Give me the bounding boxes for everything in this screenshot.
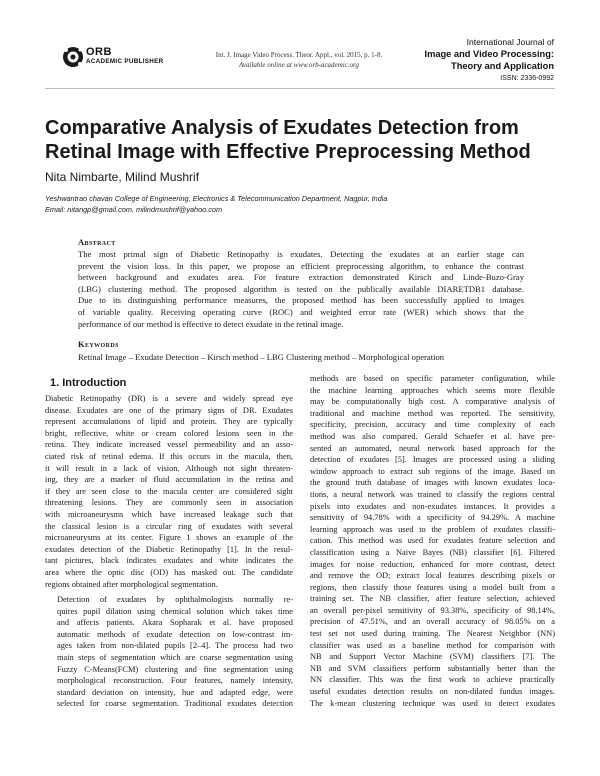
abstract-line: of variable quality. Receiving operating curve (ROC) and weighted error rate (WER) which shows that the [78, 306, 524, 317]
text-line: with microaneurysms which have increased leakage such that [45, 509, 293, 519]
text-line: threatening lesions. They are commonly seen in association [45, 498, 293, 508]
left-column [45, 393, 293, 710]
journal-line-3: Theory and Application [451, 61, 554, 71]
text-line: and affects patients. Akara Sopharak et al. have proposed [57, 618, 293, 628]
text-line: test set not used during training. The Nearest Neighbor (NN) [310, 629, 555, 639]
text-line: tant pictures, black indicates exudates and white indicates the [45, 556, 293, 566]
text-line: tions, a neural network was trained to classify the regions central [310, 489, 555, 499]
text-line: the machine learning approaches which seems more flexible [310, 385, 555, 395]
text-line: The k-mean clustering technique was used to detect exudates [310, 698, 555, 708]
text-line: disease. Exudates are one of the primary signs of DR. Exudates [45, 405, 293, 415]
keywords-section [78, 339, 524, 364]
affiliation: Yeshwantrao chavan College of Engineering, Electronics & Telecommunication Department, Nagpur, India [45, 194, 388, 203]
text-line: NN classifier. This was the first work to achieve practically [310, 675, 555, 685]
text-line: Detection of exudates by ophthalmologists normally re- [57, 595, 293, 605]
logo-subtext: ACADEMIC PUBLISHER [86, 58, 164, 65]
abstract-heading: Abstract [78, 237, 116, 247]
text-line: it will result in a lack of vision. Although not sight threaten- [45, 463, 293, 473]
text-line: ciated risk of retinal edema. If this occurs in the macula, then, [45, 451, 293, 461]
text-line: represent accumulations of lipid and protein. They are typically [45, 417, 293, 427]
authors: Nita Nimbarte, Milind Mushrif [45, 170, 200, 184]
text-line: microaneurysms at its center. Figure 1 shows an example of the [45, 533, 293, 543]
text-line: NB and SVM classifiers perform substantially better than the [310, 663, 555, 673]
text-line: methods are based on specific parameter configuration, while [310, 374, 555, 383]
text-line: regions, then classify those features using a model built from a [310, 582, 555, 592]
title-line-1: Comparative Analysis of Exudates Detection from [45, 117, 519, 139]
text-line: standard deviation on intensity, hue and adapted edge, were [57, 687, 293, 697]
logo-text: ORB [86, 46, 112, 58]
text-line: and remove the OD; extract local features describing pixels or [310, 571, 555, 581]
intro-paragraph-continued [310, 373, 555, 709]
text-line: classifier was used as a baseline method for comparison with [310, 640, 555, 650]
text-line: training set. The NB classifier, after feature selection, achieved [310, 594, 555, 604]
journal-line-2: Image and Video Processing: [424, 49, 554, 59]
abstract-section [78, 237, 524, 330]
issn: ISSN: 2336-0992 [500, 75, 554, 82]
email-line: Email: nitangp@gmail.com, milindmushrif@yahoo.com [45, 205, 223, 214]
text-line: detection of exudates [5]. Images are processed using a sliding [310, 455, 555, 465]
text-line: method was also compared. Gerald Schaefer et al. have pre- [310, 431, 555, 441]
text-line: Diabetic Retinopathy (DR) is a severe and widely spread eye [45, 394, 293, 403]
section-heading-introduction: 1. Introduction [50, 377, 127, 389]
text-line: ages taken from non-dilated pupils [2–4]. The process had two [57, 641, 293, 651]
header-divider [45, 88, 555, 89]
title-line-2: Retinal Image with Effective Preprocessing Method [45, 141, 531, 163]
abstract-line: performance of our method is effective to detect exudate in the retinal image. [78, 318, 344, 329]
text-line: the classical lesion is a circular ring of exudates with several [45, 521, 293, 531]
text-line: useful exudates detection results on non-dilated fundus images. [310, 687, 555, 697]
text-line: morphological reconstruction. Four features, namely intensity, [57, 676, 293, 686]
abstract-line: Due to its distinguishing performance measures, the proposed method has been successfully applied to images [78, 295, 524, 306]
text-line: if they are seen close to the macula center are considered sight [45, 486, 293, 496]
text-line: area where the optic disc (OD) has masked out. The candidate [45, 567, 293, 577]
text-line: pixels into exudates and non-exudates instances. It provides a [310, 501, 555, 511]
citation-text: Int. J. Image Video Process. Theor. Appl., vol. 2015, p. 1-8. [215, 51, 383, 59]
text-line: retina. They indicate increased vessel permeability and an asso- [45, 440, 293, 450]
intro-paragraph-1 [45, 393, 293, 590]
text-line: window approach to extract sub regions of the image. Based on [310, 466, 555, 476]
text-line: classification using a Naive Bayes (NB) classifier [6]. Filtered [310, 547, 555, 557]
text-line: regions obtained after morphological segmentation. [45, 579, 218, 589]
text-line: selected for coarse segmentation. Traditional exudates detection [57, 699, 293, 709]
text-line: automatic methods of exudate detection on low-contrast im- [57, 629, 293, 639]
orb-logo-icon [62, 46, 84, 68]
text-line: bright, reflective, white or cream colored lesions seen in the [45, 428, 293, 438]
journal-block [404, 37, 554, 85]
text-line: Fuzzy C-Means(FCM) clustering and fine segmentation using [57, 664, 293, 674]
text-line: sented an automated, neural network based approach for the [310, 443, 555, 453]
text-line: specificity, precision, accuracy and time complexity of each [310, 420, 555, 430]
availability-text: Available online at www.orb-academic.org [239, 61, 359, 69]
abstract-line: The most primal sign of Diabetic Retinopathy is exudates. Detecting the exudates at an earlier stage can [78, 249, 524, 259]
text-line: the ground truth database of images with known exudates loca- [310, 478, 555, 488]
text-line: precision of 47.51%, and an overall accuracy of 98.05% on a [310, 617, 555, 627]
text-line: cation. This method was used for exudates feature selection and [310, 536, 555, 546]
abstract-line: prevent the vision loss. In this paper, we propose an efficient preprocessing algorithm, to enhance the contrast [78, 260, 524, 271]
affiliation-block [45, 193, 565, 215]
journal-line-1: International Journal of [466, 37, 554, 47]
citation-block [190, 50, 408, 70]
text-line: learning approach was used to the problem of exudates classifi- [310, 524, 555, 534]
text-line: images for noise reduction, enhanced for more contrast, detect [310, 559, 555, 569]
intro-paragraph-2 [45, 594, 293, 710]
abstract-line: between background and exudates area. For feature extraction demonstrated Kirsch and Linde-Buzo-Gray [78, 272, 524, 283]
keywords-heading: Keywords [78, 339, 119, 349]
text-line: main steps of segmentation which are coarse segmentation using [57, 653, 293, 663]
text-line: exudates detection of the Diabetic Retinopathy [1]. In the resul- [45, 544, 293, 554]
right-column [310, 373, 555, 709]
text-line: quires pupil dilation using chemical solution which takes time [57, 606, 293, 616]
publisher-logo [62, 44, 170, 70]
text-line: may be computationally high cost. A comparative analysis of [310, 397, 555, 407]
text-line: ing, they are a marker of fluid accumulation in the retina and [45, 475, 293, 485]
text-line: an overall per-pixel sensitivity of 93.38%, specificity of 98.14%, [310, 605, 555, 615]
keywords-list: Retinal Image – Exudate Detection – Kirsch method – LBG Clustering method – Morphological operation [78, 352, 445, 362]
paper-title [45, 116, 565, 164]
text-line: sensitivity of 94.78% with a specificity of 94.29%. A machine [310, 513, 555, 523]
text-line: traditional and machine method was reported. The sensitivity, [310, 408, 555, 418]
abstract-line: (LBG) clustering method. The proposed algorithm is tested on the publically available DIARETDB1 database. [78, 283, 524, 294]
abstract-body [78, 249, 524, 330]
text-line: NB and Support Vector Machine (SVM) classifiers [7]. The [310, 652, 555, 662]
